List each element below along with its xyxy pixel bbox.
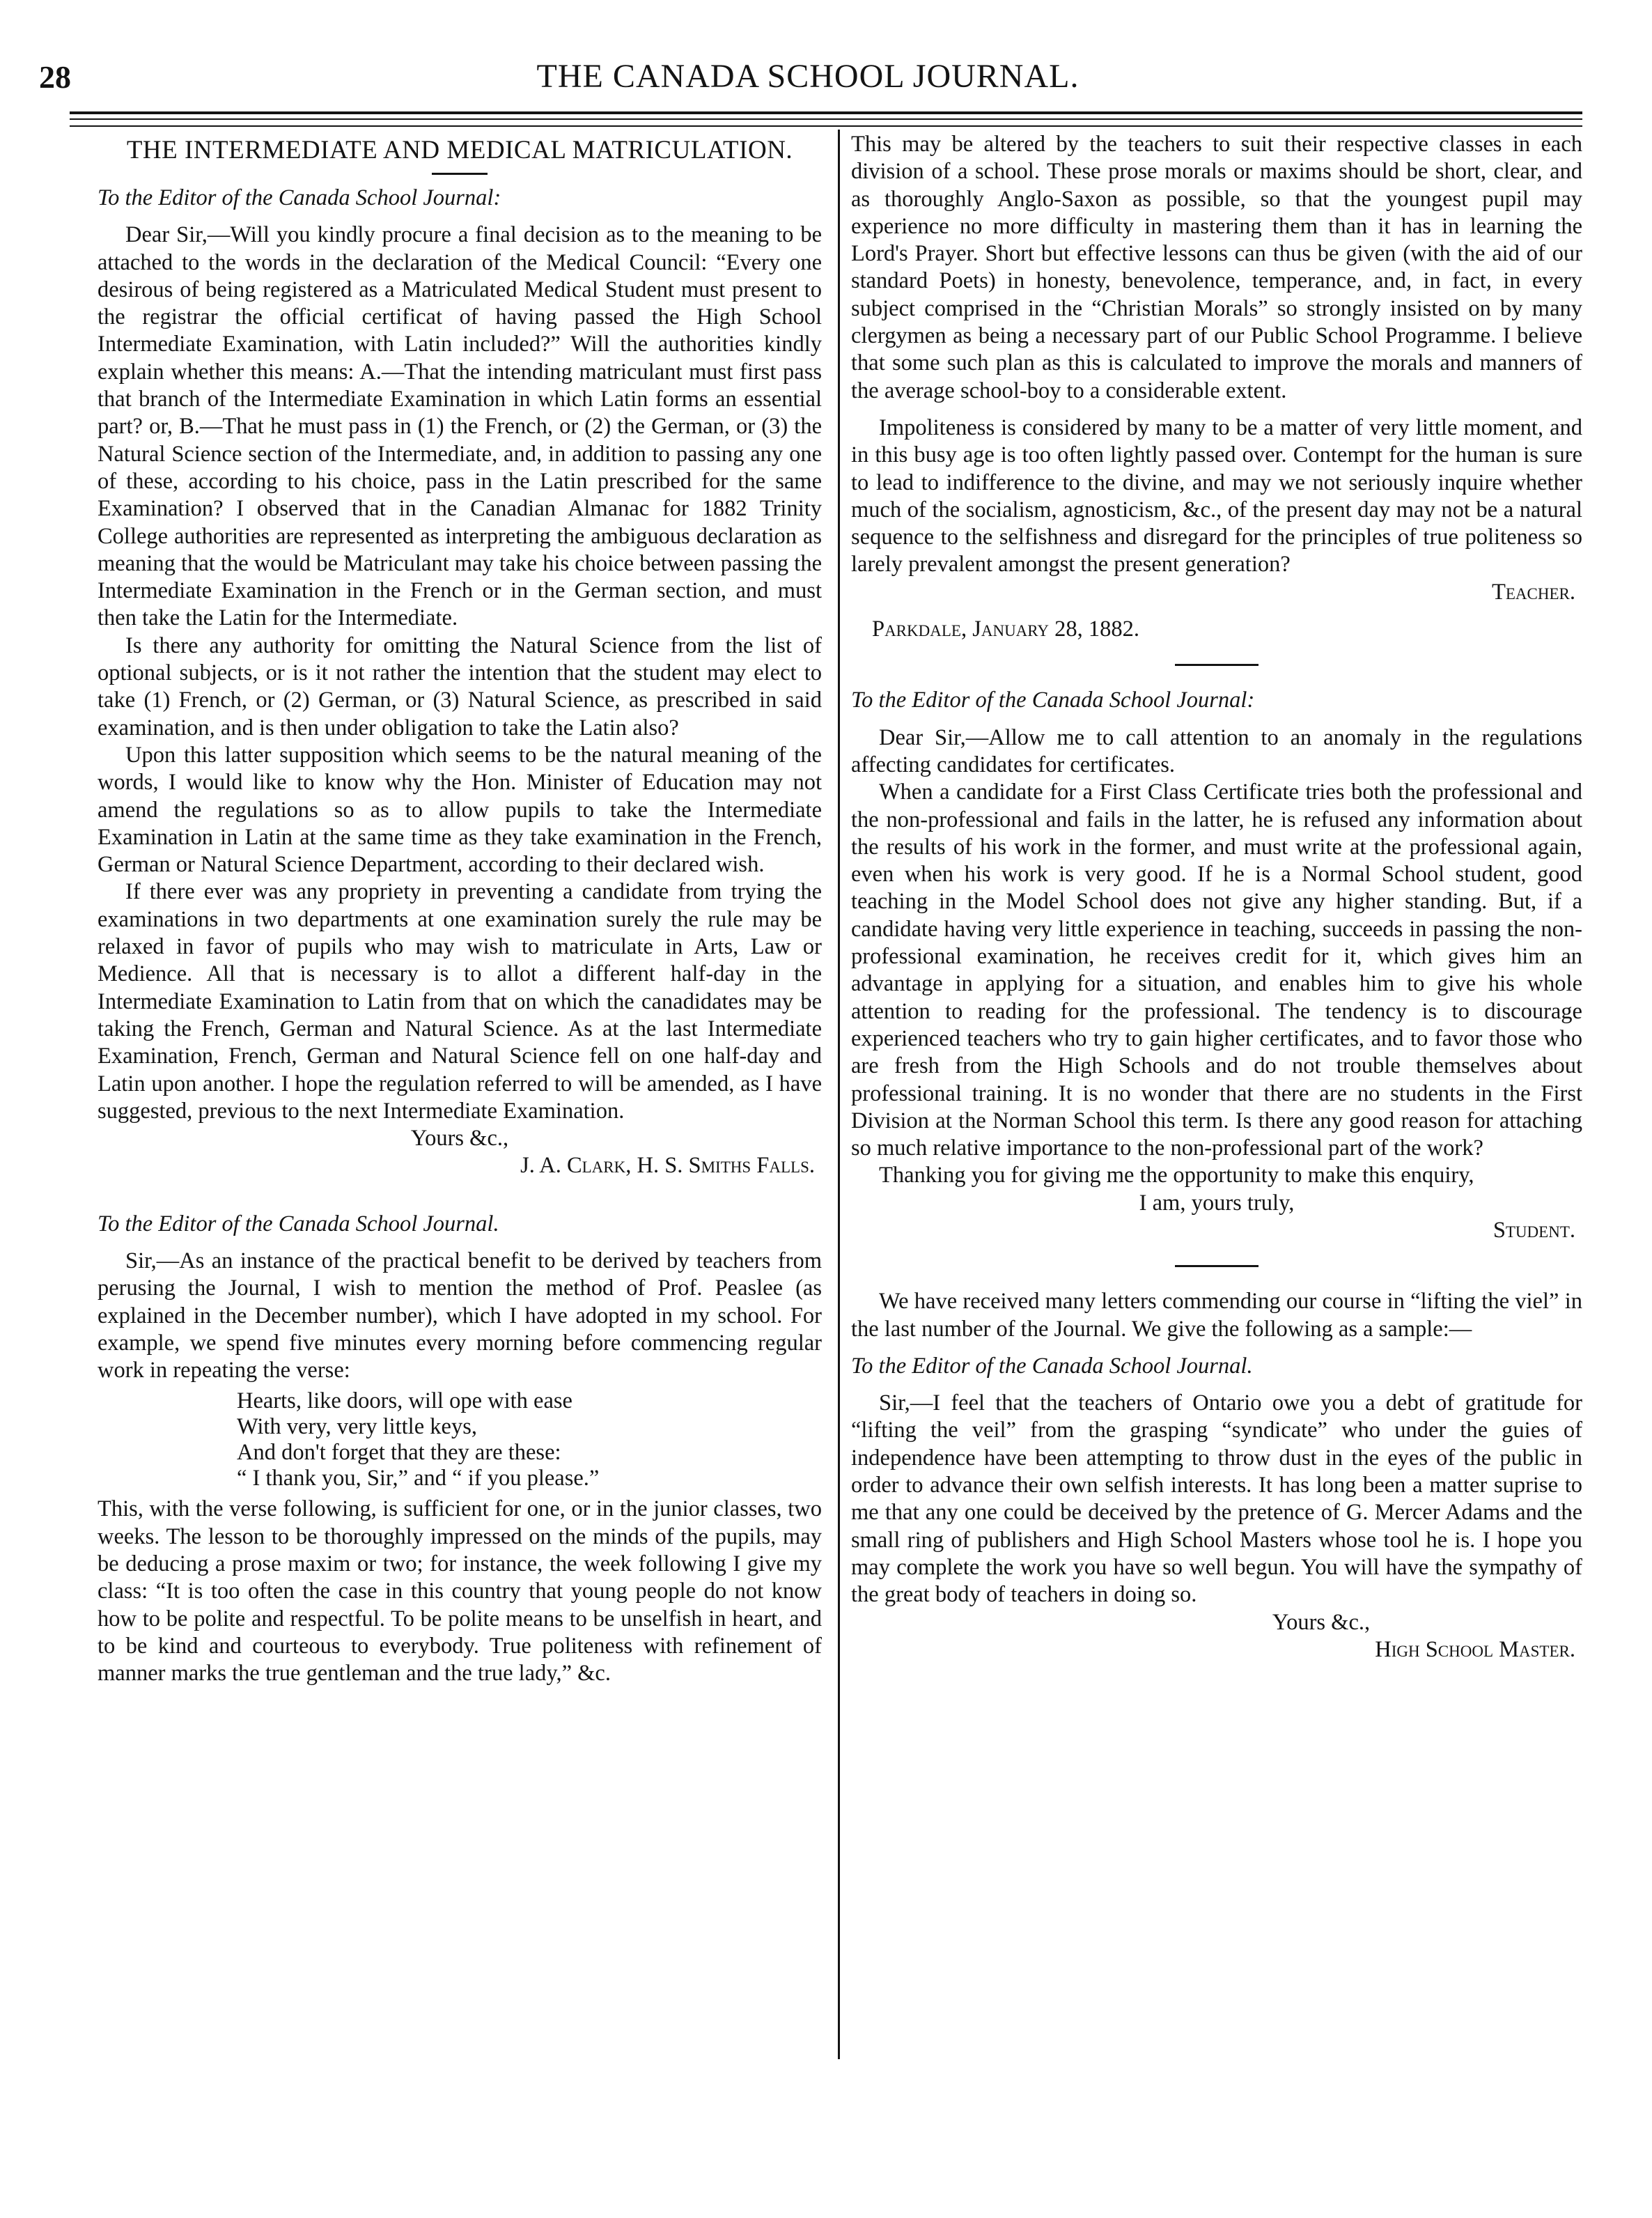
page-header: [28, 54, 1588, 104]
letter-paragraph: Dear Sir,—Will you kindly procure a final decision as to the meaning to be attached to the words in the declaration of the Medical Council: “Every one desirous of being registered as a Matriculated Medical Student must present to the registrar the official certificat of having passed the High School Intermediate Examination, with Latin included?” Will the authorities kindly explain whether this means: A.—That the intending matriculant must first pass that branch of the Intermediate Examination in which Latin forms an essential part? or, B.—That he must pass in (1) the French, or (2) the German, or (3) the Natural Science section of the Intermediate, and, in addition to passing any one of these, according to his choice, pass in the Latin prescribed for the same Examination? I observed that in the Canadian Almanac for 1882 Trinity College authorities are represented as interpreting the ambiguous declaration as meaning that the would be Matriculant may take his choice between passing the Intermediate Examination in the French or in the German section, and must then take the Latin for the Intermediate.: [98, 222, 822, 631]
editorial-note: We have received many letters commending our course in “lifting the viel” in the last number of the Journal. We give the following as a sample:—: [851, 1289, 1582, 1342]
page-number: 28: [39, 59, 71, 95]
letter-salutation: To the Editor of the Canada School Journal.: [98, 1211, 499, 1236]
letter-salutation: To the Editor of the Canada School Journal.: [851, 1353, 1253, 1379]
letter-paragraph: Dear Sir,—Allow me to call attention to an anomaly in the regulations affecting candidates for certificates.: [851, 724, 1582, 777]
verse-block: [237, 1388, 822, 1491]
header-rule-thin-2: [70, 125, 1582, 127]
header-rule-thin: [70, 118, 1582, 120]
letter-paragraph: Thanking you for giving me the opportunity to make this enquiry,: [879, 1163, 1474, 1188]
running-title: THE CANADA SCHOOL JOURNAL.: [536, 58, 1080, 95]
letter-salutation: To the Editor of the Canada School Journal:: [98, 185, 501, 210]
article-headline: THE INTERMEDIATE AND MEDICAL MATRICULATION.: [126, 136, 793, 164]
letter-signature: Teacher.: [1492, 579, 1575, 605]
letter-salutation: To the Editor of the Canada School Journal:: [851, 688, 1255, 713]
spacer: [98, 1238, 822, 1248]
letter-closing: I am, yours truly,: [1139, 1190, 1295, 1216]
spacer: [98, 1180, 822, 1211]
letter-paragraph: Is there any authority for omitting the Natural Science from the list of optional subjects, or is it not rather the intention that the student may elect to take (1) French, or (2) German, or (3) Natural Science, as prescribed in said examination, and is then under obligation to take the Latin also?: [98, 633, 822, 740]
letter-paragraph: This, with the verse following, is sufficient for one, or in the junior classes, two weeks. The lesson to be thoroughly impressed on the minds of the pupils, may be deducing a prose maxim or two; for instance, the week following I give my class: “It is too often the case in this country that young people do not know how to be polite and respectful. To be polite means to be unselfish in heart, and to be kind and courteous to everybody. True politeness with refinement of manner marks the true gentleman and the true lady,” &c.: [98, 1496, 822, 1686]
section-rule: [1175, 664, 1259, 666]
letter-dateline: Parkdale, January 28, 1882.: [872, 616, 1139, 642]
section-rule: [1175, 1265, 1259, 1267]
verse-line: Hearts, like doors, will ope with ease: [237, 1388, 572, 1414]
letter-signature: Student.: [1493, 1217, 1575, 1243]
letter-paragraph: Impoliteness is considered by many to be a matter of very little moment, and in this busy age is too often lightly passed over. Contempt for the human is sure to lead to indifference to the divine, and may we not seriously inquire whether much of the socialism, agnosticism, &c., of the present day may not be a natural sequence to the selfishness and disregard for the principles of true politeness so larely prevalent amongst the present generation?: [851, 414, 1582, 577]
spacer: [851, 715, 1582, 724]
letter-signature: High School Master.: [1375, 1636, 1575, 1662]
right-column: [851, 131, 1582, 1663]
letter-signature: J. A. Clark, H. S. Smiths Falls.: [520, 1153, 815, 1179]
letter-closing: Yours &c.,: [410, 1126, 509, 1151]
spacer: [851, 1343, 1582, 1353]
letter-paragraph: Upon this latter supposition which seems to be the natural meaning of the words, I would like to know why the Hon. Minister of Education may not amend the regulations so as to allow pupils to take the Intermediate Examination in Latin at the same time as they take examination in the French, German or Natural Science Department, according to their declared wish.: [98, 742, 822, 878]
verse-line: And don't forget that they are these:: [237, 1440, 561, 1466]
column-divider: [838, 130, 840, 2059]
header-rule-thick: [70, 111, 1582, 114]
headline-rule: [432, 173, 488, 175]
verse-line: With very, very little keys,: [237, 1414, 477, 1440]
letter-paragraph: This may be altered by the teachers to suit their respective classes in each division of a school. These prose morals or maxims should be short, clear, and as thoroughly Anglo-Saxon as possible, so that the youngest pupil may experience no more difficulty in mastering them than it has in learning the Lord's Prayer. Short but effective lessons can thus be given (with the aid of our standard Poets) in honesty, benevolence, temperance, and, in fact, in every subject comprised in the “Christian Morals” so strongly insisted on by many clergymen as being a necessary part of our Public School Programme. I believe that some such plan as this is calculated to improve the morals and manners of the average school-boy to a considerable extent.: [851, 132, 1582, 403]
spacer: [98, 212, 822, 222]
letter-paragraph: If there ever was any propriety in preventing a candidate from trying the examinations in two departments at one examination surely the rule may be relaxed in favor of pupils who may wish to matriculate in Arts, Law or Medience. All that is necessary is to allot a different half-day in the Intermediate Examination to Latin from that on which the canadidates may be taking the French, German and Natural Science. As at the last Intermediate Examination, French, German and Natural Science fell on one half-day and Latin upon another. I hope the regulation referred to will be amended, as I have suggested, previous to the next Intermediate Examination.: [98, 879, 822, 1124]
letter-closing: Yours &c.,: [1272, 1609, 1371, 1635]
spacer: [851, 1380, 1582, 1390]
letter-paragraph: Sir,—I feel that the teachers of Ontario owe you a debt of gratitude for “lifting the veil” from the grasping “syndicate” who under the guies of independence have been attempting to throw dust in the eyes of the public in order to advance their own selfish interests. It has long been a matter suprise to me that any one could be deceived by the pretence of G. Mercer Adams and the small ring of publishers and High School Masters whose tool he is. I hope you may complete the work you have so well begun. You will have the sympathy of the great body of teachers in doing so.: [851, 1390, 1582, 1608]
verse-line: “ I thank you, Sir,” and “ if you please.”: [237, 1466, 600, 1491]
letter-paragraph: Sir,—As an instance of the practical benefit to be derived by teachers from perusing the Journal, I wish to mention the method of Prof. Peaslee (as explained in the December number), which I have adopted in my school. For example, we spend five minutes every morning before commencing regular work in repeating the verse:: [98, 1248, 822, 1383]
left-column: [98, 131, 822, 1688]
letter-paragraph: When a candidate for a First Class Certificate tries both the professional and the non-professional and fails in the latter, he is refused any information about the results of his work in the former, and must write at the professional again, even when his work is very good. If he is a Normal School student, good teaching in the Model School does not give any higher standing. But, if a candidate having very little experience in teaching, succeeds in passing the non-professional examination, he receives credit for it, which gives him an advantage in applying for a situation, and enables him to give his whole attention to reading for the professional. The tendency is to discourage experienced teachers who try to gain higher certificates, and to favor those who are fresh from the High Schools and do not trouble themselves about professional training. It is no wonder that there are no students in the First Division at the Norman School this term. Is there any good reason for attaching so much relative importance to the non-professional part of the work?: [851, 780, 1582, 1161]
spacer: [851, 405, 1582, 414]
